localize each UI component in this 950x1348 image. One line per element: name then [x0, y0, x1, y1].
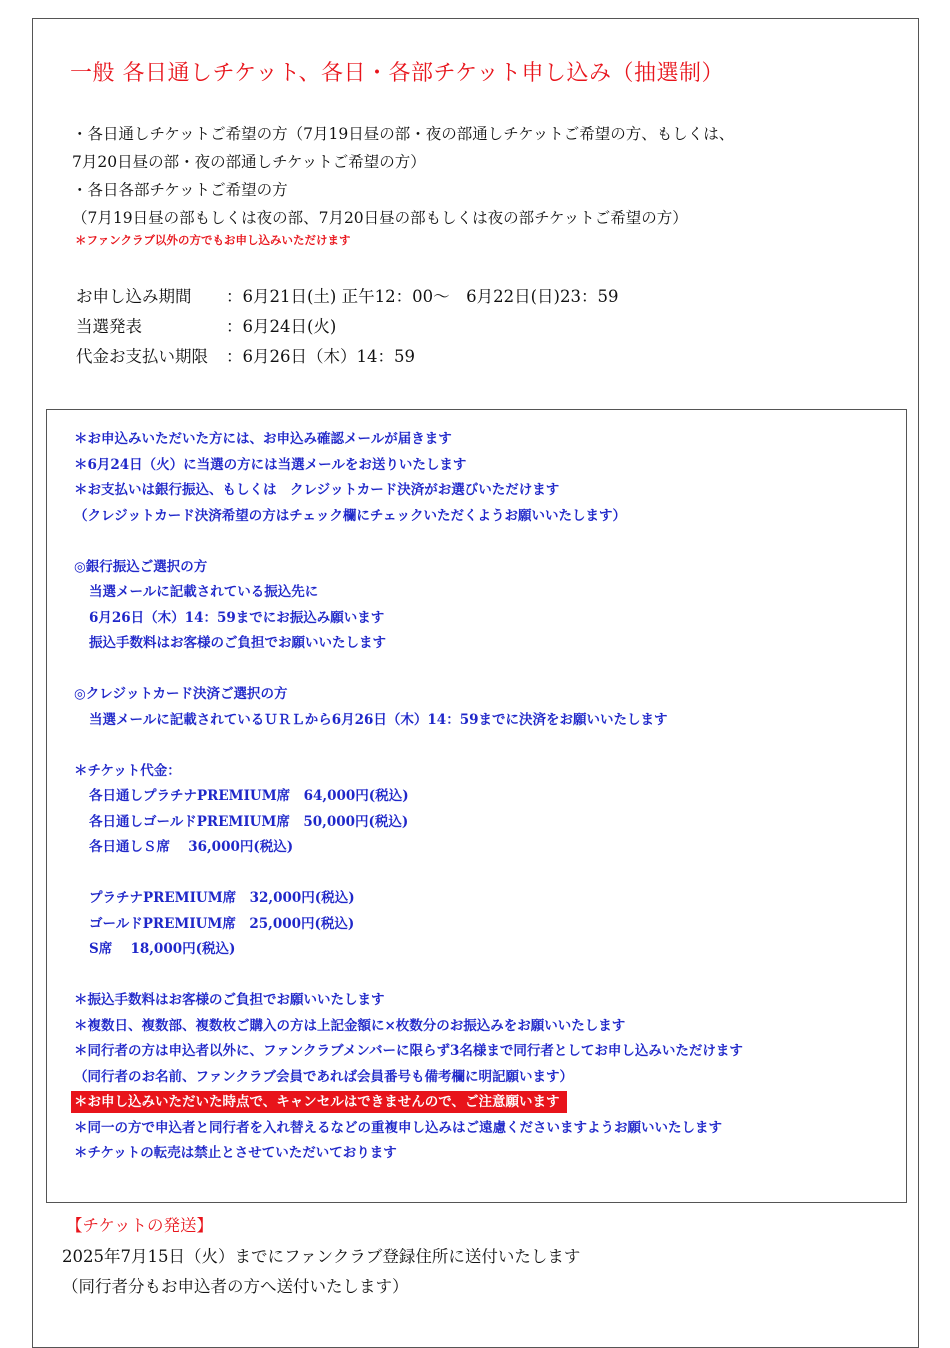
schedule-row-payment-deadline: [76, 343, 618, 373]
shipping-title: 【チケットの発送】: [66, 1216, 214, 1235]
notice-line: ＊6月24日（火）に当選の方には当選メールをお送りいたします: [74, 456, 467, 473]
schedule-value: ：6月26日（木）14：59: [226, 347, 415, 366]
schedule-row-announcement: [76, 313, 618, 343]
bank-heading: ◎銀行振込ご選択の方: [74, 558, 208, 575]
spacer: [74, 861, 874, 887]
notice-line: ＊複数日、複数部、複数枚ご購入の方は上記金額に×枚数分のお振込みをお願いいたします: [74, 1017, 626, 1034]
intro-section: [72, 120, 872, 248]
price-line: 各日通しプラチナPREMIUM席 64,000円(税込): [89, 788, 409, 804]
shipping-line: 2025年7月15日（火）までにファンクラブ登録住所に送付いたします: [62, 1247, 581, 1266]
intro-line: ・各日各部チケットご希望の方: [72, 181, 288, 199]
notice-line: ＊チケットの転売は禁止とさせていただいております: [74, 1145, 397, 1161]
cancellation-alert: [74, 1090, 874, 1116]
notice-line: （クレジットカード決済希望の方はチェック欄にチェックいただくようお願いいたします）: [74, 507, 626, 524]
bank-line: 当選メールに記載されている振込先に: [89, 584, 319, 600]
intro-line: ・各日通しチケットご希望の方（7月19日昼の部・夜の部通しチケットご希望の方、もしくは、: [72, 125, 735, 143]
credit-line: 当選メールに記載されているＵＲＬから6月26日（木）14：59までに決済をお願いいたします: [89, 711, 668, 728]
notice-line: ＊振込手数料はお客様のご負担でお願いいたします: [74, 992, 385, 1008]
schedule-value: ：6月24日(火): [226, 317, 337, 336]
notice-line: ＊お支払いは銀行振込、もしくは クレジットカード決済がお選びいただけます: [74, 482, 560, 498]
notice-line: ＊お申込みいただいた方には、お申込み確認メールが届きます: [74, 431, 452, 447]
price-line: 各日通しゴールドPREMIUM席 50,000円(税込): [89, 813, 409, 830]
spacer: [74, 963, 874, 989]
notice-line: ＊同行者の方は申込者以外に、ファンクラブメンバーに限らず3名様まで同行者としてお申し込みいただけます: [74, 1043, 743, 1059]
price-line: ゴールドPREMIUM席 25,000円(税込): [89, 915, 355, 932]
schedule-section: [76, 283, 618, 373]
schedule-value: ：6月21日(土) 正午12：00〜 6月22日(日)23：59: [226, 287, 619, 306]
intro-line: （7月19日昼の部もしくは夜の部、7月20日昼の部もしくは夜の部チケットご希望の方）: [72, 209, 688, 227]
price-line: S席 18,000円(税込): [89, 941, 236, 957]
schedule-label: 当選発表: [76, 317, 142, 336]
price-line: 各日通しＳ席 36,000円(税込): [89, 839, 294, 855]
credit-heading: ◎クレジットカード決済ご選択の方: [74, 686, 288, 702]
spacer: [74, 657, 874, 683]
schedule-row-application: [76, 283, 618, 313]
schedule-label: 代金お支払い期限: [76, 347, 208, 366]
spacer: [74, 529, 874, 555]
spacer: [74, 733, 874, 759]
notice-line: （同行者のお名前、ファンクラブ会員であれば会員番号も備考欄に明記願います）: [74, 1068, 573, 1085]
intro-note: ＊ファンクラブ以外の方でもお申し込みいただけます: [75, 233, 351, 247]
schedule-label: お申し込み期間: [76, 287, 192, 306]
notice-content: [74, 427, 874, 1167]
notice-line: ＊同一の方で申込者と同行者を入れ替えるなどの重複申し込みはご遠慮くださいますようお願いいたします: [74, 1119, 722, 1136]
bank-line: 6月26日（木）14：59までにお振込み願います: [89, 609, 385, 626]
shipping-line: （同行者分もお申込者の方へ送付いたします）: [62, 1277, 409, 1296]
alert-text: ＊お申し込みいただいた時点で、キャンセルはできませんので、ご注意願います: [71, 1091, 567, 1113]
page-title: 一般 各日通しチケット、各日・各部チケット申し込み（抽選制）: [70, 61, 725, 86]
price-heading: ＊チケット代金：: [74, 762, 181, 779]
price-line: プラチナPREMIUM席 32,000円(税込): [89, 890, 355, 906]
intro-line: 7月20日昼の部・夜の部通しチケットご希望の方）: [72, 153, 426, 171]
bank-line: 振込手数料はお客様のご負担でお願いいたします: [89, 635, 386, 651]
